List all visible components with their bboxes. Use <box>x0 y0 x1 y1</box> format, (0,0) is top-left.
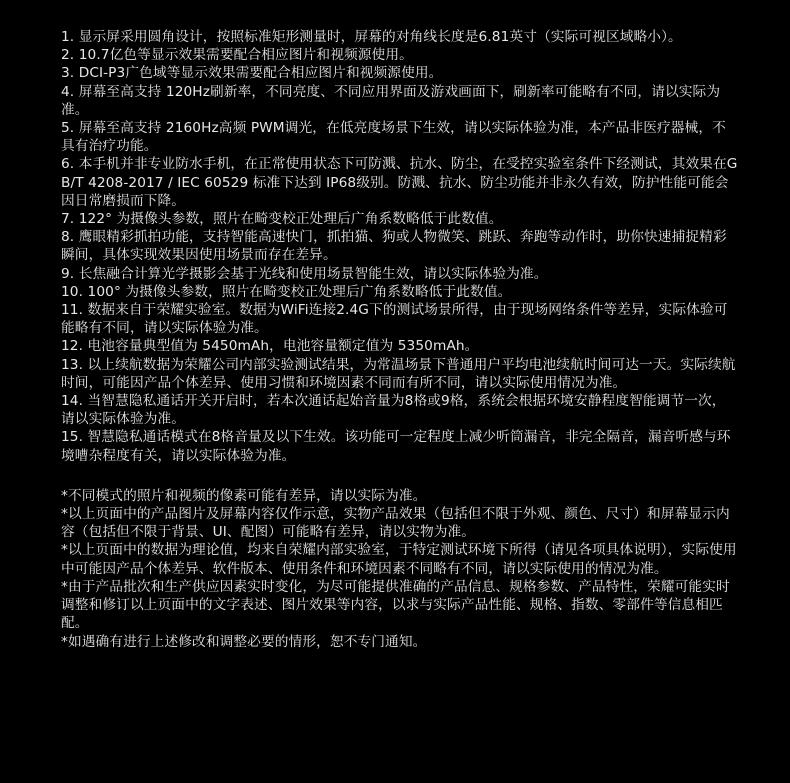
numbered-notes-list <box>61 28 738 465</box>
note-item-9: 9. 长焦融合计算光学摄影会基于光线和使用场景智能生效，请以实际体验为准。 <box>61 265 548 282</box>
note-item-4: 4. 屏幕至高支持 120Hz刷新率，不同亮度、不同应用界面及游戏画面下，刷新率可能略有不同，请以实际为准。 <box>61 83 721 118</box>
disclaimer-item-4: *由于产品批次和生产供应因素实时变化，为尽可能提供准确的产品信息、规格参数、产品特性，荣耀可能实时调整和修订以上页面中的文字表述、图片效果等内容，以求与实际产品性能、规格、指数、零部件等信息相匹配。 <box>61 578 730 632</box>
note-item-10: 10. 100° 为摄像头参数，照片在畸变校正处理后广角系数略低于此数值。 <box>61 283 512 300</box>
note-item-15: 15. 智慧隐私通话模式在8格音量及以下生效。该功能可一定程度上减少听筒漏音，非完全隔音，漏音听感与环境嘈杂程度有关，请以实际体验为准。 <box>61 429 731 464</box>
note-item-7: 7. 122° 为摄像头参数，照片在畸变校正处理后广角系数略低于此数值。 <box>61 211 503 228</box>
note-item-2: 2. 10.7亿色等显示效果需要配合相应图片和视频源使用。 <box>61 47 413 64</box>
note-item-12: 12. 电池容量典型值为 5450mAh，电池容量额定值为 5350mAh。 <box>61 338 479 355</box>
note-item-6: 6. 本手机并非专业防水手机，在正常使用状态下可防溅、抗水、防尘，在受控实验室条件下经测试，其效果在GB/T 4208-2017 / IEC 60529 标准下达到 IP68级别。防溅、抗水、防尘功能并非永久有效，防护性能可能会因日常磨损而下降。 <box>61 156 738 209</box>
note-item-3: 3. DCI-P3广色域等显示效果需要配合相应图片和视频源使用。 <box>61 65 443 82</box>
disclaimer-item-3: *以上页面中的数据为理论值，均来自荣耀内部实验室，于特定测试环境下所得（请见各项具体说明），实际使用中可能因产品个体差异、软件版本、使用条件和环境因素不同略有不同，请以实际使用的情况为准。 <box>61 542 737 577</box>
note-item-13: 13. 以上续航数据为荣耀公司内部实验测试结果，为常温场景下普通用户平均电池续航时间可达一天。实际续航时间，可能因产品个体差异、使用习惯和环境因素不同而有所不同，请以实际使用情况为准。 <box>61 356 736 391</box>
note-item-14: 14. 当智慧隐私通话开关开启时，若本次通话起始音量为8格或9格，系统会根据环境安静程度智能调节一次，请以实际体验为准。 <box>61 393 726 428</box>
disclaimer-item-2: *以上页面中的产品图片及屏幕内容仅作示意，实物产品效果（包括但不限于外观、颜色、尺寸）和屏幕显示内容（包括但不限于背景、UI、配图）可能略有差异，请以实物为准。 <box>61 506 730 541</box>
note-item-5: 5. 屏幕至高支持 2160Hz高频 PWM调光，在低亮度场景下生效，请以实际体验为准，本产品非医疗器械，不具有治疗功能。 <box>61 120 726 155</box>
section-spacer <box>61 465 738 487</box>
note-item-8: 8. 鹰眼精彩抓拍功能，支持智能高速快门，抓拍猫、狗或人物微笑、跳跃、奔跑等动作时，助你快速捕捉精彩瞬间，具体实现效果因使用场景而存在差异。 <box>61 229 727 264</box>
disclaimer-list <box>61 487 738 651</box>
disclaimer-item-1: *不同模式的照片和视频的像素可能有差异，请以实际为准。 <box>61 487 427 504</box>
note-item-11: 11. 数据来自于荣耀实验室。数据为WiFi连接2.4G下的测试场景所得，由于现场网络条件等差异，实际体验可能略有不同，请以实际体验为准。 <box>61 302 728 337</box>
note-item-1: 1. 显示屏采用圆角设计，按照标准矩形测量时，屏幕的对角线长度是6.81英寸（实际可视区域略小）。 <box>61 29 682 45</box>
disclaimer-item-5: *如遇确有进行上述修改和调整必要的情形，恕不专门通知。 <box>61 633 427 650</box>
